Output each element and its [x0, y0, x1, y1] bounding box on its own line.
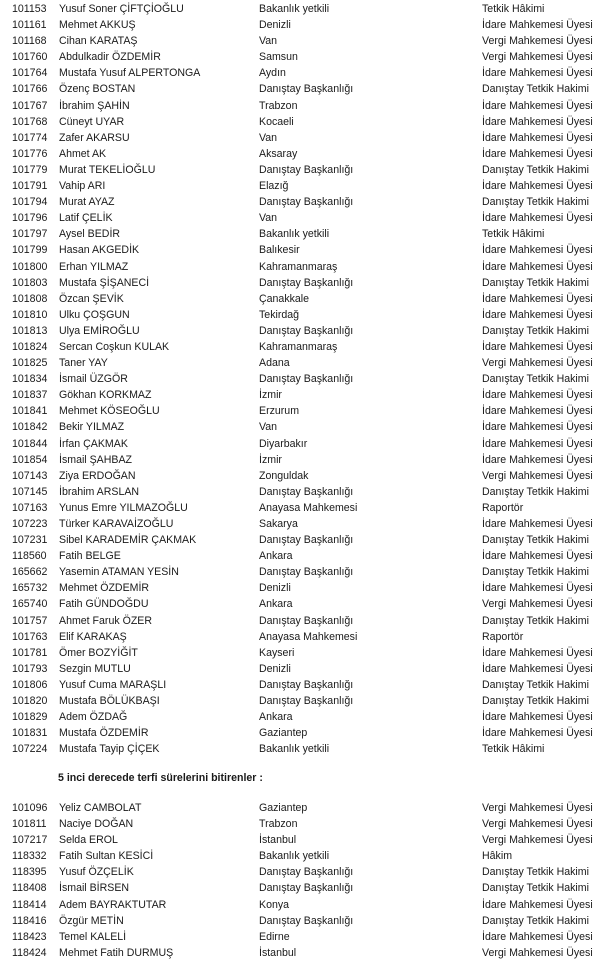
table-row — [0, 178, 600, 194]
table-row — [0, 146, 600, 162]
registry-number: 118395 — [12, 866, 47, 879]
registry-number: 107231 — [12, 534, 48, 547]
person-name: İbrahim ŞAHİN — [59, 99, 130, 112]
table-row — [0, 114, 600, 130]
table-row — [0, 532, 600, 548]
person-name: İsmail ŞAHBAZ — [59, 453, 132, 466]
position-title: Danıştay Tetkik Hakimi — [482, 614, 589, 627]
person-name: Ömer BOZYİĞİT — [59, 646, 138, 659]
position-title: İdare Mahkemesi Üyesi — [482, 115, 593, 128]
registry-number: 101834 — [12, 373, 48, 386]
location: Tekirdağ — [259, 308, 300, 321]
position-title: Tetkik Hâkimi — [482, 228, 545, 241]
registry-number: 101854 — [12, 453, 48, 466]
location: Kahramanmaraş — [259, 260, 338, 273]
position-title: Danıştay Tetkik Hakimi — [482, 695, 589, 708]
personnel-table-1 — [0, 1, 600, 757]
position-title: Raportör — [482, 501, 524, 514]
table-row — [0, 387, 600, 403]
position-title: Vergi Mahkemesi Üyesi — [482, 834, 593, 847]
person-name: Fatih GÜNDOĞDU — [59, 598, 149, 611]
location: Danıştay Başkanlığı — [259, 566, 354, 579]
registry-number: 101810 — [12, 308, 48, 321]
location: Erzurum — [259, 405, 300, 418]
registry-number: 101763 — [12, 630, 48, 643]
position-title: İdare Mahkemesi Üyesi — [482, 389, 593, 402]
registry-number: 107224 — [12, 743, 48, 756]
position-title: İdare Mahkemesi Üyesi — [482, 727, 593, 740]
location: Sakarya — [259, 518, 298, 530]
registry-number: 107143 — [12, 469, 48, 482]
table-row — [0, 913, 600, 929]
table-row — [0, 613, 600, 629]
table-row — [0, 291, 600, 307]
person-name: Ahmet AK — [59, 147, 107, 160]
location: Danıştay Başkanlığı — [259, 882, 354, 895]
table-row — [0, 596, 600, 612]
personnel-table-2 — [0, 800, 600, 961]
registry-number: 118414 — [12, 898, 47, 911]
registry-number: 101794 — [12, 196, 48, 209]
person-name: Sercan Coşkun KULAK — [59, 340, 170, 353]
person-name: Cüneyt UYAR — [59, 115, 125, 128]
person-name: Mehmet KÖSEOĞLU — [59, 405, 160, 418]
registry-number: 101808 — [12, 292, 48, 305]
person-name: Türker KARAVAİZOĞLU — [59, 518, 174, 530]
location: Ankara — [259, 550, 293, 563]
location: Danıştay Başkanlığı — [259, 614, 354, 627]
table-row — [0, 629, 600, 645]
person-name: Sibel KARADEMİR ÇAKMAK — [59, 534, 197, 547]
person-name: Mustafa Yusuf ALPERTONGA — [59, 67, 201, 80]
position-title: İdare Mahkemesi Üyesi — [482, 930, 593, 943]
position-title: Danıştay Tetkik Hakimi — [482, 196, 589, 209]
registry-number: 101153 — [12, 3, 47, 15]
location: Bakanlık yetkili — [259, 850, 330, 863]
position-title: Danıştay Tetkik Hakimi — [482, 866, 589, 879]
table-row — [0, 741, 600, 757]
position-title: İdare Mahkemesi Üyesi — [482, 99, 593, 112]
position-title: Vergi Mahkemesi Üyesi — [482, 35, 593, 48]
table-row — [0, 929, 600, 945]
position-title: Danıştay Tetkik Hakimi — [482, 83, 589, 96]
person-name: Murat TEKELİOĞLU — [59, 163, 156, 176]
table-row — [0, 452, 600, 468]
person-name: Yasemin ATAMAN YESİN — [59, 566, 179, 579]
position-title: Danıştay Tetkik Hakimi — [482, 324, 589, 337]
position-title: Vergi Mahkemesi Üyesi — [482, 818, 593, 831]
registry-number: 101803 — [12, 276, 48, 289]
person-name: Zafer AKARSU — [59, 131, 130, 144]
location: Danıştay Başkanlığı — [259, 914, 354, 927]
registry-number: 101837 — [12, 389, 48, 402]
location: Trabzon — [259, 99, 298, 112]
position-title: İdare Mahkemesi Üyesi — [482, 711, 593, 724]
registry-number: 101797 — [12, 228, 48, 241]
person-name: Latif ÇELİK — [59, 212, 113, 225]
registry-number: 107163 — [12, 501, 48, 514]
person-name: Yeliz CAMBOLAT — [59, 802, 142, 814]
location: Bakanlık yetkili — [259, 3, 330, 15]
registry-number: 101757 — [12, 614, 48, 627]
position-title: İdare Mahkemesi Üyesi — [482, 646, 593, 659]
person-name: Temel KALELİ — [59, 930, 127, 943]
location: Ankara — [259, 598, 293, 611]
registry-number: 165732 — [12, 582, 48, 595]
person-name: Mustafa ŞİŞANECİ — [59, 276, 150, 289]
table-row — [0, 17, 600, 33]
position-title: Danıştay Tetkik Hakimi — [482, 678, 589, 691]
registry-number: 101806 — [12, 678, 48, 691]
location: Diyarbakır — [259, 437, 308, 450]
registry-number: 101829 — [12, 711, 48, 724]
table-row — [0, 194, 600, 210]
location: Gaziantep — [259, 727, 308, 740]
registry-number: 101766 — [12, 83, 48, 96]
position-title: Danıştay Tetkik Hakimi — [482, 534, 589, 547]
table-row — [0, 1, 600, 17]
person-name: Selda EROL — [59, 834, 118, 847]
location: Anayasa Mahkemesi — [259, 501, 358, 514]
table-row — [0, 580, 600, 596]
person-name: Ziya ERDOĞAN — [59, 469, 136, 482]
location: Van — [259, 131, 278, 144]
person-name: Mustafa Tayip ÇİÇEK — [59, 743, 160, 756]
table-row — [0, 484, 600, 500]
location: Samsun — [259, 51, 298, 64]
position-title: Vergi Mahkemesi Üyesi — [482, 802, 593, 814]
position-title: İdare Mahkemesi Üyesi — [482, 421, 593, 434]
location: Anayasa Mahkemesi — [259, 630, 358, 643]
table-row — [0, 210, 600, 226]
location: Danıştay Başkanlığı — [259, 276, 354, 289]
table-row — [0, 242, 600, 258]
person-name: İsmail BİRSEN — [59, 882, 130, 895]
table-row — [0, 709, 600, 725]
registry-number: 101842 — [12, 421, 48, 434]
registry-number: 101824 — [12, 340, 48, 353]
position-title: Hâkim — [482, 850, 513, 863]
person-name: İbrahim ARSLAN — [59, 485, 140, 498]
position-title: Danıştay Tetkik Hakimi — [482, 914, 589, 927]
person-name: Mustafa ÖZDEMİR — [59, 727, 149, 740]
table-row — [0, 800, 600, 816]
table-row — [0, 259, 600, 275]
table-row — [0, 371, 600, 387]
table-row — [0, 945, 600, 961]
registry-number: 101760 — [12, 51, 48, 64]
person-name: Elif KARAKAŞ — [59, 630, 127, 643]
location: Trabzon — [259, 818, 298, 831]
person-name: Yusuf Cuma MARAŞLI — [59, 678, 167, 691]
registry-number: 101774 — [12, 131, 48, 144]
position-title: İdare Mahkemesi Üyesi — [482, 898, 593, 911]
table-row — [0, 468, 600, 484]
table-row — [0, 130, 600, 146]
location: Çanakkale — [259, 292, 310, 305]
person-name: İsmail ÜZGÖR — [59, 373, 128, 386]
position-title: İdare Mahkemesi Üyesi — [482, 147, 593, 160]
table-row — [0, 33, 600, 49]
position-title: Tetkik Hâkimi — [482, 743, 545, 756]
registry-number: 101813 — [12, 324, 48, 337]
location: İstanbul — [259, 946, 297, 959]
person-name: Hasan AKGEDİK — [59, 244, 140, 257]
location: Danıştay Başkanlığı — [259, 163, 354, 176]
location: Elazığ — [259, 180, 289, 193]
location: Bakanlık yetkili — [259, 743, 330, 756]
registry-number: 101799 — [12, 244, 48, 257]
registry-number: 118424 — [12, 946, 47, 959]
position-title: İdare Mahkemesi Üyesi — [482, 212, 593, 225]
location: Danıştay Başkanlığı — [259, 695, 354, 708]
location: Danıştay Başkanlığı — [259, 678, 354, 691]
location: İzmir — [259, 389, 282, 402]
table-row — [0, 323, 600, 339]
position-title: İdare Mahkemesi Üyesi — [482, 662, 593, 675]
position-title: Danıştay Tetkik Hakimi — [482, 163, 589, 176]
person-name: Yunus Emre YILMAZOĞLU — [59, 501, 188, 514]
location: Kahramanmaraş — [259, 340, 338, 353]
position-title: Danıştay Tetkik Hakimi — [482, 566, 589, 579]
registry-number: 118423 — [12, 930, 47, 943]
location: Danıştay Başkanlığı — [259, 83, 354, 96]
location: Aydın — [259, 67, 286, 80]
registry-number: 101825 — [12, 357, 48, 370]
registry-number: 118560 — [12, 550, 47, 563]
position-title: Vergi Mahkemesi Üyesi — [482, 51, 593, 64]
location: Ankara — [259, 711, 293, 724]
section-heading: 5 inci derecede terfi sürelerini bitirenler : — [58, 772, 263, 784]
location: Danıştay Başkanlığı — [259, 196, 354, 209]
location: Denizli — [259, 582, 291, 595]
position-title: İdare Mahkemesi Üyesi — [482, 308, 593, 321]
person-name: Yusuf ÖZÇELİK — [59, 866, 134, 879]
table-row — [0, 880, 600, 896]
location: Danıştay Başkanlığı — [259, 373, 354, 386]
position-title: İdare Mahkemesi Üyesi — [482, 180, 593, 193]
location: Kocaeli — [259, 115, 294, 128]
position-title: İdare Mahkemesi Üyesi — [482, 292, 593, 305]
position-title: İdare Mahkemesi Üyesi — [482, 131, 593, 144]
person-name: Cihan KARATAŞ — [59, 35, 138, 48]
location: Danıştay Başkanlığı — [259, 534, 354, 547]
registry-number: 101831 — [12, 727, 48, 740]
location: Van — [259, 212, 278, 225]
location: Danıştay Başkanlığı — [259, 324, 354, 337]
position-title: İdare Mahkemesi Üyesi — [482, 437, 593, 450]
location: Bakanlık yetkili — [259, 228, 330, 241]
person-name: Bekir YILMAZ — [59, 421, 125, 434]
table-row — [0, 661, 600, 677]
location: Danıştay Başkanlığı — [259, 866, 354, 879]
table-row — [0, 307, 600, 323]
table-row — [0, 355, 600, 371]
table-row — [0, 162, 600, 178]
registry-number: 101768 — [12, 115, 48, 128]
person-name: İrfan ÇAKMAK — [59, 437, 128, 450]
table-row — [0, 516, 600, 532]
registry-number: 101764 — [12, 67, 48, 80]
person-name: Adem ÖZDAĞ — [59, 711, 128, 724]
position-title: İdare Mahkemesi Üyesi — [482, 518, 593, 530]
person-name: Aysel BEDİR — [59, 228, 121, 241]
person-name: Sezgin MUTLU — [59, 662, 131, 675]
registry-number: 165662 — [12, 566, 48, 579]
location: Denizli — [259, 19, 291, 32]
table-row — [0, 548, 600, 564]
person-name: Mehmet ÖZDEMİR — [59, 582, 150, 595]
registry-number: 101793 — [12, 662, 48, 675]
position-title: İdare Mahkemesi Üyesi — [482, 260, 593, 273]
location: Konya — [259, 898, 290, 911]
position-title: Danıştay Tetkik Hakimi — [482, 276, 589, 289]
location: Denizli — [259, 662, 291, 675]
table-row — [0, 419, 600, 435]
table-row — [0, 49, 600, 65]
registry-number: 101781 — [12, 646, 48, 659]
table-row — [0, 693, 600, 709]
location: Kayseri — [259, 646, 295, 659]
position-title: İdare Mahkemesi Üyesi — [482, 19, 593, 32]
registry-number: 101796 — [12, 212, 48, 225]
position-title: Vergi Mahkemesi Üyesi — [482, 357, 593, 370]
table-row — [0, 848, 600, 864]
registry-number: 118408 — [12, 882, 47, 895]
location: Edirne — [259, 930, 290, 943]
person-name: Adem BAYRAKTUTAR — [59, 898, 167, 911]
person-name: Gökhan KORKMAZ — [59, 389, 152, 402]
registry-number: 101096 — [12, 802, 48, 814]
registry-number: 101776 — [12, 147, 48, 160]
registry-number: 118332 — [12, 850, 47, 863]
position-title: Tetkik Hâkimi — [482, 3, 545, 15]
table-row — [0, 81, 600, 97]
location: Zonguldak — [259, 469, 309, 482]
registry-number: 118416 — [12, 914, 47, 927]
table-row — [0, 403, 600, 419]
position-title: İdare Mahkemesi Üyesi — [482, 582, 593, 595]
person-name: Fatih Sultan KESİCİ — [59, 850, 154, 863]
person-name: Mehmet AKKUŞ — [59, 19, 136, 32]
position-title: Vergi Mahkemesi Üyesi — [482, 946, 593, 959]
table-row — [0, 500, 600, 516]
table-row — [0, 897, 600, 913]
registry-number: 107145 — [12, 485, 48, 498]
person-name: Erhan YILMAZ — [59, 260, 129, 273]
table-row — [0, 226, 600, 242]
person-name: Fatih BELGE — [59, 550, 121, 563]
person-name: Ahmet Faruk ÖZER — [59, 614, 153, 627]
position-title: Danıştay Tetkik Hakimi — [482, 485, 589, 498]
registry-number: 101779 — [12, 163, 48, 176]
person-name: Özgür METİN — [59, 914, 124, 927]
person-name: Mustafa BÖLÜKBAŞI — [59, 695, 160, 708]
registry-number: 107223 — [12, 518, 48, 530]
position-title: İdare Mahkemesi Üyesi — [482, 405, 593, 418]
table-row — [0, 98, 600, 114]
position-title: Raportör — [482, 630, 524, 643]
registry-number: 165740 — [12, 598, 48, 611]
table-row — [0, 65, 600, 81]
table-row — [0, 864, 600, 880]
position-title: İdare Mahkemesi Üyesi — [482, 244, 593, 257]
registry-number: 101800 — [12, 260, 48, 273]
registry-number: 101841 — [12, 405, 48, 418]
position-title: İdare Mahkemesi Üyesi — [482, 67, 593, 80]
registry-number: 101791 — [12, 180, 48, 193]
location: Adana — [259, 357, 290, 370]
person-name: Murat AYAZ — [59, 196, 115, 209]
position-title: İdare Mahkemesi Üyesi — [482, 453, 593, 466]
location: Danıştay Başkanlığı — [259, 485, 354, 498]
position-title: İdare Mahkemesi Üyesi — [482, 340, 593, 353]
table-row — [0, 677, 600, 693]
location: İstanbul — [259, 834, 297, 847]
position-title: Danıştay Tetkik Hakimi — [482, 882, 589, 895]
table-row — [0, 564, 600, 580]
table-row — [0, 645, 600, 661]
person-name: Özcan ŞEVİK — [59, 292, 124, 305]
position-title: İdare Mahkemesi Üyesi — [482, 550, 593, 563]
table-row — [0, 436, 600, 452]
person-name: Abdulkadir ÖZDEMİR — [59, 51, 161, 64]
person-name: Naciye DOĞAN — [59, 818, 134, 831]
position-title: Vergi Mahkemesi Üyesi — [482, 469, 593, 482]
person-name: Yusuf Soner ÇİFTÇİOĞLU — [59, 3, 184, 15]
person-name: Taner YAY — [59, 357, 108, 370]
table-row — [0, 816, 600, 832]
registry-number: 101820 — [12, 695, 48, 708]
location: Aksaray — [259, 147, 298, 160]
registry-number: 101844 — [12, 437, 48, 450]
table-row — [0, 275, 600, 291]
position-title: Vergi Mahkemesi Üyesi — [482, 598, 593, 611]
registry-number: 101161 — [12, 19, 47, 32]
registry-number: 101811 — [12, 818, 47, 831]
location: Van — [259, 421, 278, 434]
registry-number: 107217 — [12, 834, 48, 847]
registry-number: 101767 — [12, 99, 48, 112]
location: Gaziantep — [259, 802, 308, 814]
person-name: Ulku ÇOŞGUN — [59, 308, 130, 321]
location: Van — [259, 35, 278, 48]
location: İzmir — [259, 453, 282, 466]
table-row — [0, 725, 600, 741]
table-row — [0, 832, 600, 848]
person-name: Mehmet Fatih DURMUŞ — [59, 946, 174, 959]
registry-number: 101168 — [12, 35, 47, 48]
table-row — [0, 339, 600, 355]
position-title: Danıştay Tetkik Hakimi — [482, 373, 589, 386]
location: Balıkesir — [259, 244, 300, 257]
person-name: Özenç BOSTAN — [59, 83, 136, 96]
person-name: Ulya EMİROĞLU — [59, 324, 140, 337]
person-name: Vahip ARI — [59, 180, 106, 193]
